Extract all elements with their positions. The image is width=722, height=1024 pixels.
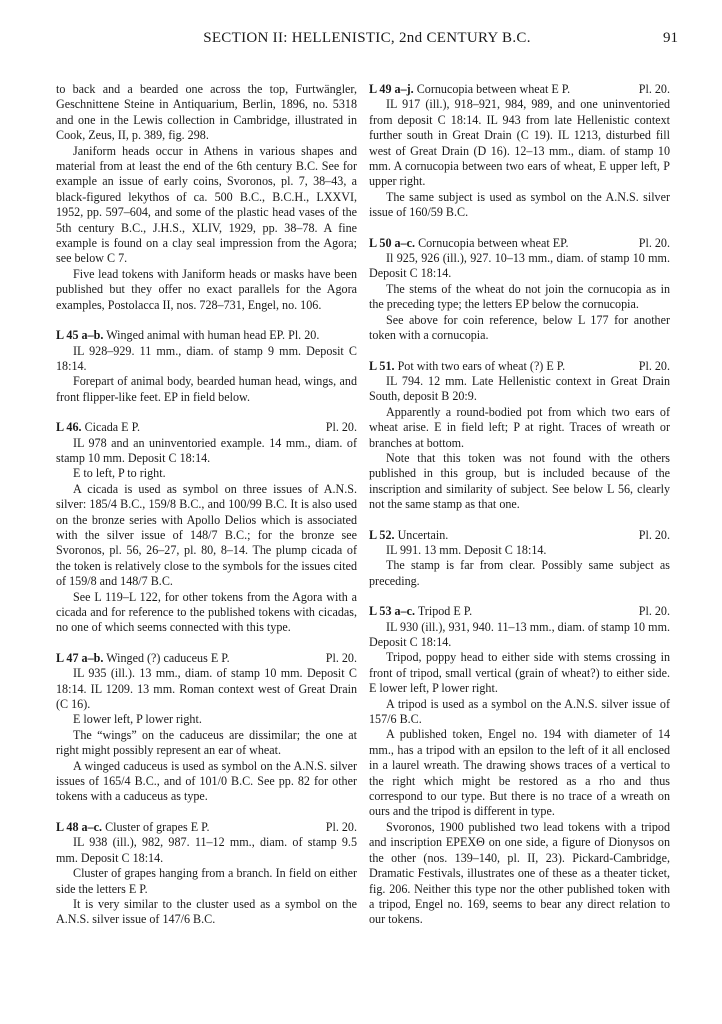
entry-title: Tripod E P.	[417, 604, 473, 619]
entry-title: Uncertain.	[397, 527, 449, 542]
entry-paragraph: Apparently a round-bodied pot from which two ears of wheat arise. E in field left; P at right. Traces of wreath or branches at bottom.	[369, 404, 670, 450]
plate-reference: Pl. 20.	[638, 235, 670, 250]
plate-reference: Pl. 20.	[638, 358, 670, 373]
entry-id: L 49 a–j.	[369, 82, 414, 96]
entry-title: Cluster of grapes E P.	[105, 819, 210, 834]
entry-heading	[369, 528, 670, 543]
entry-paragraph: Note that this token was not found with the others published in this group, but is included because of the inscription and similarity of subject. See below L 56, clearly not the same stamp as that one.	[369, 450, 670, 512]
entry-heading	[369, 82, 670, 97]
entry-id: L 51.	[369, 358, 395, 373]
plate-reference: Pl. 20.	[638, 82, 670, 96]
entry-title: Winged (?) caduceus E P.	[106, 650, 230, 665]
catalogue-entry-l52	[369, 528, 670, 590]
entry-id: L 48 a–c.	[56, 819, 103, 834]
left-column	[56, 82, 357, 928]
entry-id: L 53 a–c.	[369, 604, 416, 619]
catalogue-entry-l50	[369, 236, 670, 344]
entry-paragraph: Svoronos, 1900 published two lead tokens with a tripod and inscription EPEXΘ on one side, a figure of Dionysos on the other (nos. 139–140, pl. II, 23). Pickard-Cambridge, Dramatic Festivals, illustrates one of these as a theater ticket, fig. 206. Neither this type nor the other published token with a tripod, Engel no. 169, seems to bear any direct relation to our tokens.	[369, 819, 670, 927]
entry-paragraph: IL 938 (ill.), 982, 987. 11–12 mm., diam. of stamp 9.5 mm. Deposit C 18:14.	[56, 835, 357, 865]
entry-paragraph: IL 794. 12 mm. Late Hellenistic context in Great Drain South, deposit B 20:9.	[369, 373, 670, 404]
entry-heading	[369, 359, 670, 374]
plate-reference: Pl. 20.	[325, 819, 357, 834]
entry-paragraph: The stamp is far from clear. Possibly same subject as preceding.	[369, 558, 670, 588]
entry-paragraph: See above for coin reference, below L 177 for another token with a cornucopia.	[369, 312, 670, 343]
entry-id: L 50 a–c.	[369, 235, 416, 250]
entry-paragraph: IL 991. 13 mm. Deposit C 18:14.	[386, 542, 547, 557]
entry-paragraph: Tripod, poppy head to either side with stems crossing in front of tripod, small vertical (grain of wheat?) to either side. E lower left, P lower right.	[369, 650, 670, 696]
entry-paragraph: E lower left, P lower right.	[73, 712, 202, 727]
entry-id: L 46.	[56, 420, 82, 435]
entry-title: Cornucopia between wheat EP.	[418, 235, 569, 250]
plate-reference: Pl. 20.	[325, 420, 357, 435]
page-number: 91	[663, 30, 678, 46]
catalogue-entry-l49	[369, 82, 670, 221]
entry-paragraph: IL 917 (ill.), 918–921, 984, 989, and one uninventoried from deposit C 18:14. IL 943 from late Hellenistic context further south in Great Drain (C 19). IL 1213, disturbed fill west of Great Drain (D 16). 12–13 mm., diam. of stamp 10 mm. A cornucopia between two ears of wheat, E upper left, P upper right.	[369, 97, 670, 189]
entry-paragraph: It is very similar to the cluster used as a symbol on the A.N.S. silver issue of 147/6 B.C.	[56, 896, 357, 927]
entry-paragraph: A cicada is used as symbol on three issues of A.N.S. silver: 185/4 B.C., 159/8 B.C., and 100/99 B.C. It is also used on the bronze series with Apollo Delios which is associated with the silver issue of 148/7 B.C.; for the bronze see Svoronos, pl. 56, 26–27, pl. 80, 8–14. The plump cicada of the token is relatively close to the symbols for the issues cited of 159/8 and 148/7 B.C.	[56, 481, 357, 589]
entry-paragraph: IL 928–929. 11 mm., diam. of stamp 9 mm. Deposit C 18:14.	[56, 343, 357, 373]
entry-paragraph: A winged caduceus is used as symbol on the A.N.S. silver issues of 165/4 B.C., and of 101/0 B.C. See pp. 82 for other tokens with a caduceus as type.	[56, 758, 357, 804]
entry-paragraph: The “wings” on the caduceus are dissimilar; the one at right might possibly represent an ear of wheat.	[56, 727, 357, 758]
catalogue-entry-l53	[369, 604, 670, 928]
entry-paragraph: Cluster of grapes hanging from a branch. In field on either side the letters E P.	[56, 866, 357, 896]
catalogue-entry-l51	[369, 359, 670, 513]
entry-id: L 52.	[369, 527, 395, 542]
entry-heading	[369, 236, 670, 251]
running-header	[56, 30, 678, 54]
entry-title: Winged animal with human head EP. Pl. 20.	[106, 328, 320, 343]
intro-paragraph: to back and a bearded one across the top, Furtwängler, Geschnittene Steine in Antiquarium, Berlin, 1896, no. 5318 and one in the Lewis collection in Cambridge, illustrated in Cook, Zeus, II, p. 389, fig. 298.	[56, 82, 357, 143]
entry-id: L 45 a–b.	[56, 328, 104, 343]
catalogue-entry-l46	[56, 420, 357, 636]
entry-paragraph: The same subject is used as symbol on the A.N.S. silver issue of 160/59 B.C.	[369, 189, 670, 220]
entry-heading	[56, 328, 357, 343]
entry-paragraph: IL 930 (ill.), 931, 940. 11–13 mm., diam. of stamp 10 mm. Deposit C 18:14.	[369, 619, 670, 649]
catalogue-entry-l47	[56, 651, 357, 805]
entry-title: Cornucopia between wheat E P.	[416, 82, 571, 96]
catalogue-entry-l45	[56, 328, 357, 405]
entry-heading	[369, 604, 670, 619]
entry-paragraph: A tripod is used as a symbol on the A.N.S. silver issue of 157/6 B.C.	[369, 696, 670, 727]
intro-paragraph: Janiform heads occur in Athens in various shapes and material from at least the end of the 6th century B.C. See for example an issue of early coins, Svoronos, pl. 7, 38–43, a black-figured lekythos of ca. 500 B.C., B.C.H., LXXVI, 1952, pp. 597–604, and some of the plastic head vases of the 5th century B.C., J.H.S., XLIV, 1929, pp. 38–78. A fine example is found on a clay seal impression from the Agora; see below C 7.	[56, 143, 357, 266]
intro-paragraph: Five lead tokens with Janiform heads or masks have been published but they offer no exact parallels for the Agora examples, Postolacca II, nos. 728–731, Engel, no. 106.	[56, 266, 357, 312]
plate-reference: Pl. 20.	[638, 604, 670, 619]
plate-reference: Pl. 20.	[325, 650, 357, 665]
entry-heading	[56, 820, 357, 835]
plate-reference: Pl. 20.	[638, 527, 670, 542]
right-column	[369, 82, 670, 928]
catalogue-entry-l48	[56, 820, 357, 928]
entry-id: L 47 a–b.	[56, 650, 104, 665]
entry-paragraph: A published token, Engel no. 194 with diameter of 14 mm., has a tripod with an epsilon to the left of it all enclosed in a laurel wreath. The drawing shows traces of a vertical to the right which might be restored as a rho and thus correspond to our type. But there is no trace of a wreath on ours and the tripod is different in type.	[369, 727, 670, 819]
entry-paragraph: See L 119–L 122, for other tokens from the Agora with a cicada and for reference to the published tokens with cicadas, no one of which seems connected with this type.	[56, 589, 357, 635]
entry-title: Pot with two ears of wheat (?) E P.	[397, 358, 566, 373]
running-title: SECTION II: HELLENISTIC, 2nd CENTURY B.C.	[203, 30, 531, 46]
entry-paragraph: Forepart of animal body, bearded human head, wings, and front flipper-like feet. EP in field below.	[56, 374, 357, 404]
entry-paragraph: The stems of the wheat do not join the cornucopia as in the preceding type; the letters EP below the cornucopia.	[369, 281, 670, 312]
entry-paragraph: Il 925, 926 (ill.), 927. 10–13 mm., diam. of stamp 10 mm. Deposit C 18:14.	[369, 251, 670, 281]
entry-heading	[56, 420, 357, 435]
entry-paragraph: IL 935 (ill.). 13 mm., diam. of stamp 10 mm. Deposit C 18:14. IL 1209. 13 mm. Roman context west of Great Drain (C 16).	[56, 666, 357, 712]
entry-paragraph: IL 978 and an uninventoried example. 14 mm., diam. of stamp 10 mm. Deposit C 18:14.	[56, 435, 357, 465]
entry-title: Cicada E P.	[84, 420, 140, 435]
entry-paragraph: E to left, P to right.	[73, 466, 166, 481]
entry-heading	[56, 651, 357, 666]
